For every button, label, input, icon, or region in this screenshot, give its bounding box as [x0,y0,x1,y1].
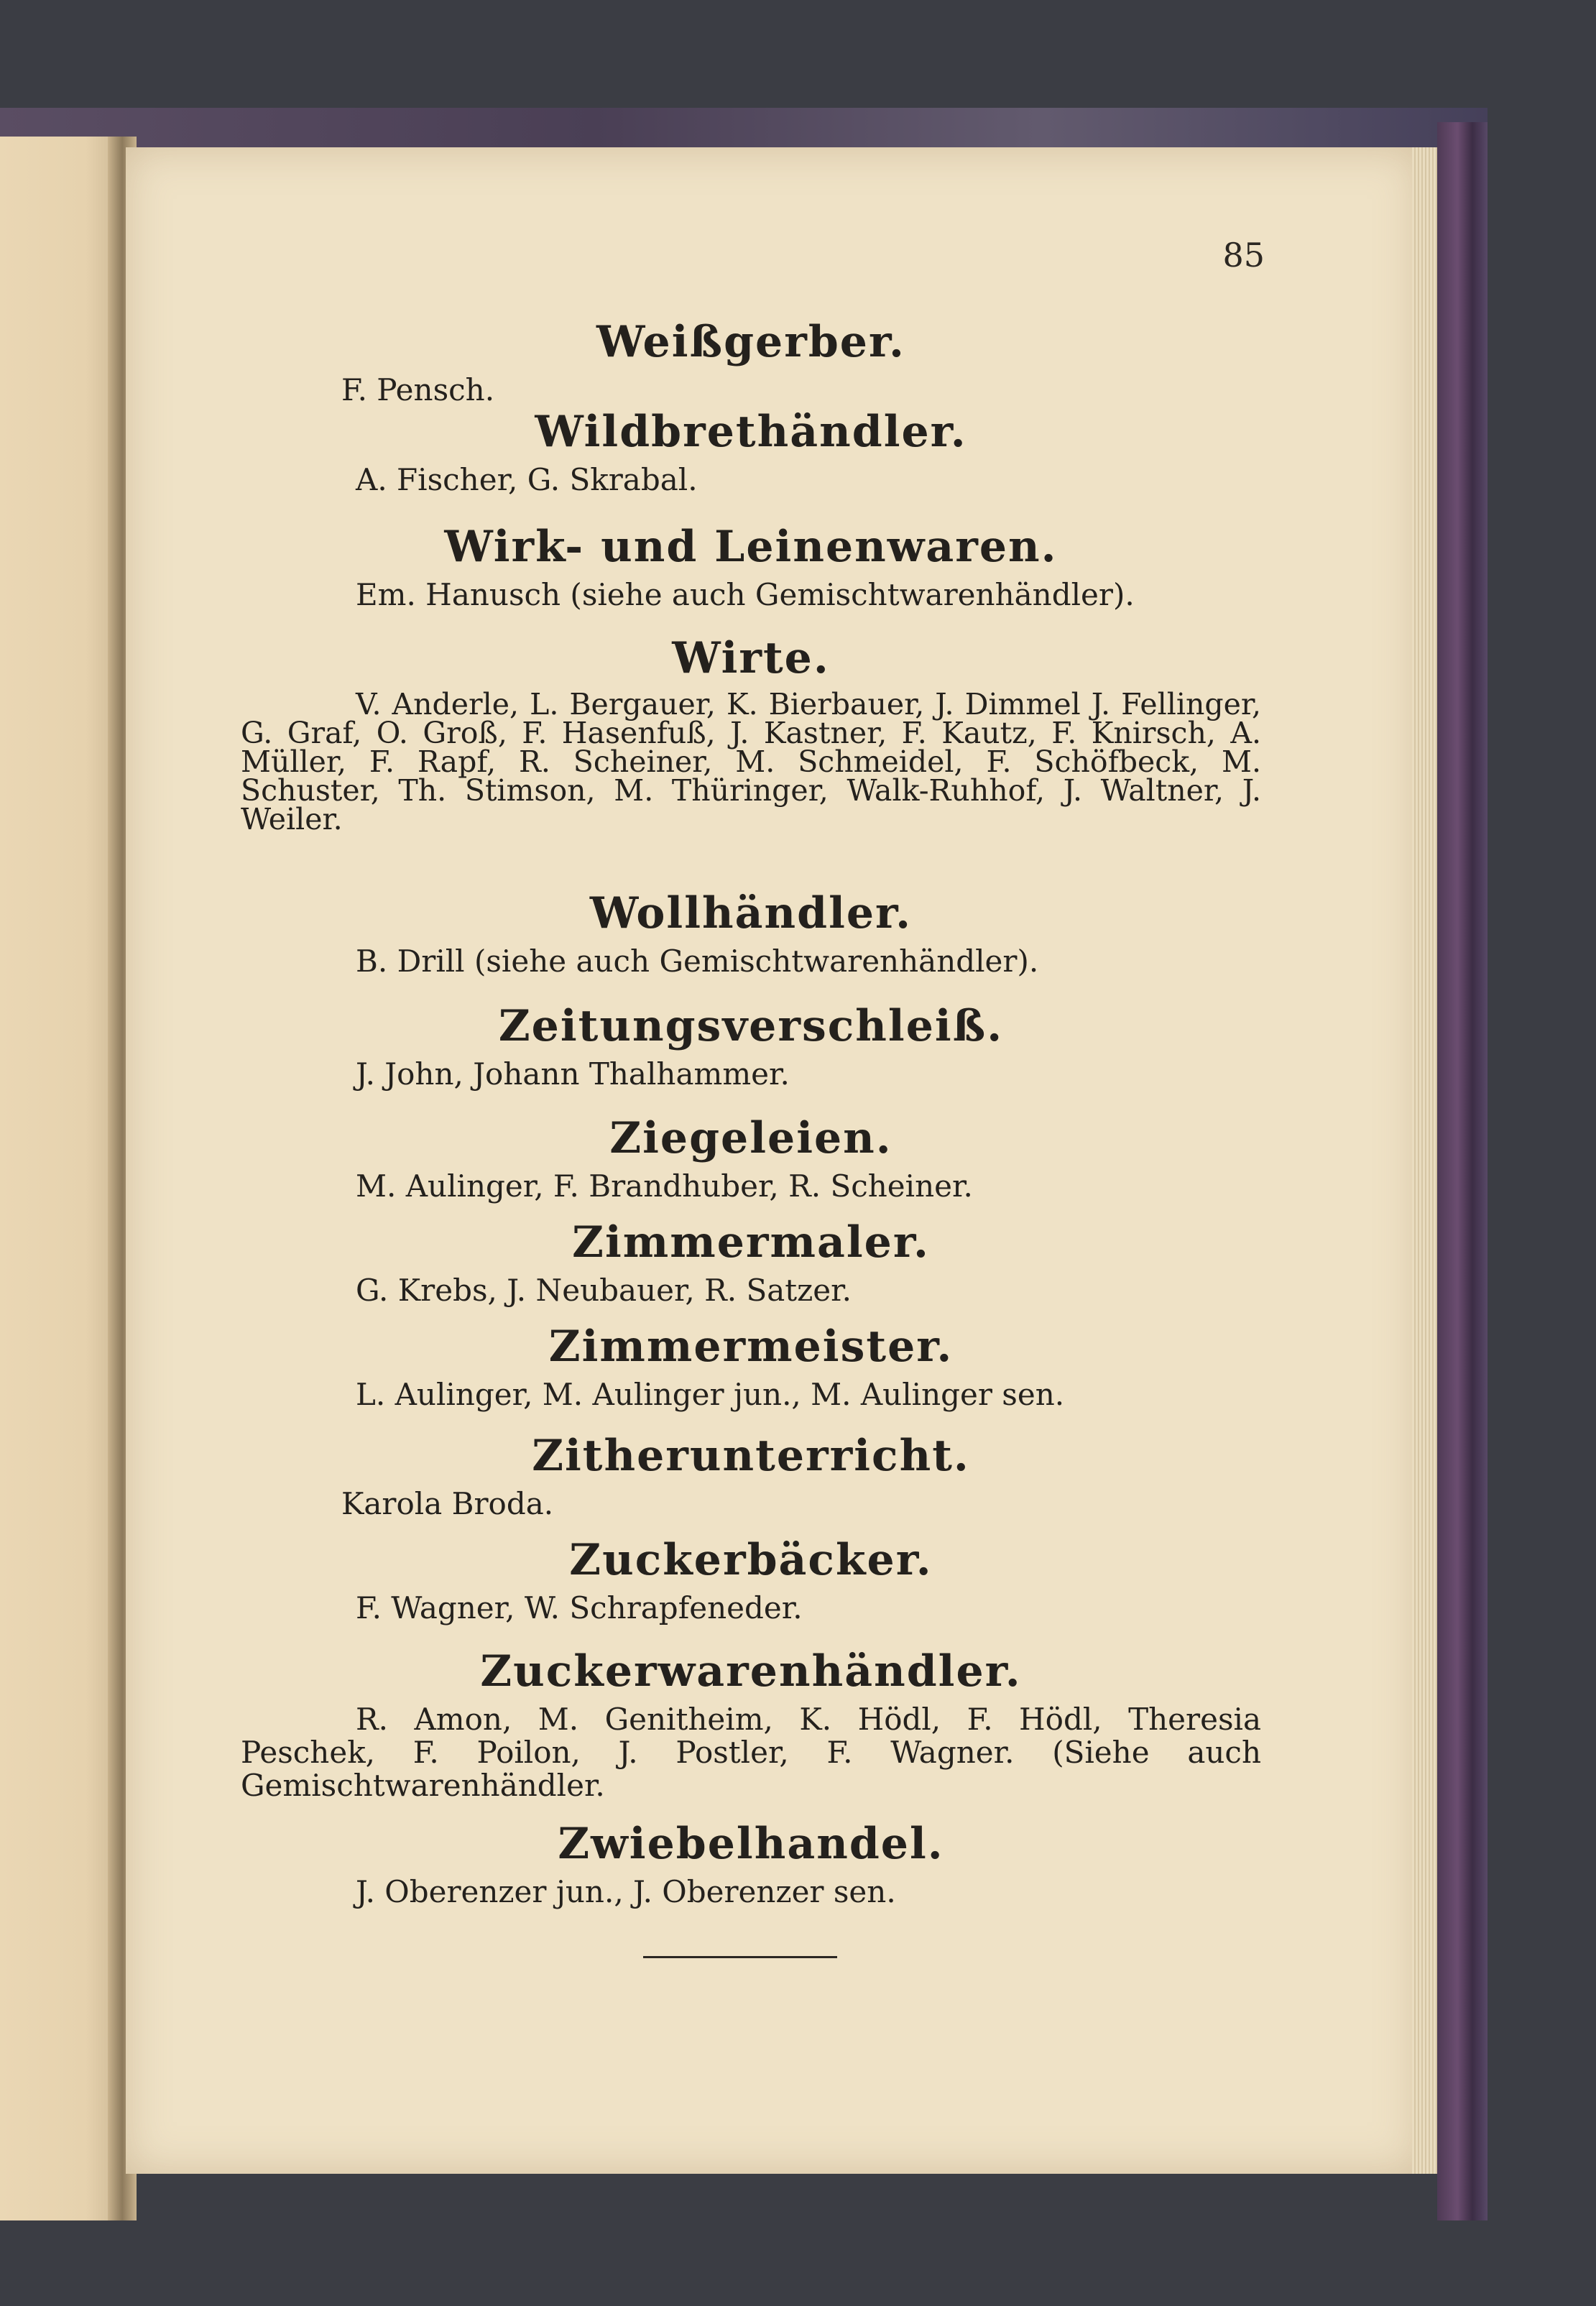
section-wirte [241,632,1261,834]
section-entries: G. Krebs, J. Neubauer, R. Satzer. [356,1273,852,1308]
section-entries: F. Pensch. [341,372,495,407]
section-wirk-und-leinenwaren [241,521,1261,612]
section-entries: Karola Broda. [341,1486,554,1521]
section-entries: J. Oberenzer jun., J. Oberenzer sen. [356,1874,896,1909]
section-heading: Zuckerwarenhändler. [480,1646,1022,1697]
section-heading: Zitherunterricht. [532,1431,970,1481]
page-block-edge [1412,147,1437,2174]
section-zuckerbaecker [241,1534,1261,1625]
closing-rule [643,1956,837,1958]
section-heading: Wollhändler. [589,888,913,938]
book-cover-edge [0,108,1487,151]
section-entries: R. Amon, M. Genitheim, K. Hödl, F. Hödl, Theresia Peschek, F. Poilon, J. Postler, F. Wagner. (Siehe auch Gemischtwarenhändler. [241,1702,1261,1803]
section-ziegeleien [241,1112,1261,1203]
section-heading: Zimmermeister. [548,1322,954,1372]
section-heading: Wirte. [672,633,830,683]
section-zwiebelhandel [241,1818,1261,1909]
book-cover-right [1437,122,1487,2220]
left-page-edge [0,137,122,2220]
section-heading: Zimmermaler. [572,1217,930,1268]
section-heading: Ziegeleien. [609,1113,892,1163]
section-heading: Zuckerbäcker. [569,1535,933,1585]
section-heading: Weißgerber. [596,317,905,367]
section-entries: J. John, Johann Thalhammer. [356,1056,790,1092]
section-heading: Zwiebelhandel. [558,1819,944,1869]
section-zuckerwarenhaendler [241,1646,1261,1802]
section-entries: M. Aulinger, F. Brandhuber, R. Scheiner. [356,1168,973,1204]
section-heading: Wildbrethändler. [535,407,967,457]
section-entries: A. Fischer, G. Skrabal. [356,462,698,497]
section-zimmermaler [241,1217,1261,1307]
section-entries: B. Drill (siehe auch Gemischtwarenhändler). [356,944,1039,979]
section-zeitungsverschleiss [241,1000,1261,1091]
section-entries: V. Anderle, L. Bergauer, K. Bierbauer, J. Dimmel J. Fellinger, G. Graf, O. Groß, F. Hasenfuß, J. Kastner, F. Kautz, F. Knirsch, A. Müller, F. Rapf, R. Scheiner, M. Schmeidel, F. Schöfbeck, M. Schuster, Th. Stimson, M. Thüringer, Walk-Ruhhof, J. Waltner, J. Weiler. [241,687,1261,836]
section-zimmermeister [241,1321,1261,1411]
section-entries: L. Aulinger, M. Aulinger jun., M. Aulinger sen. [356,1377,1065,1412]
section-zitherunterricht [241,1430,1261,1521]
section-heading: Wirk- und Leinenwaren. [444,522,1058,572]
section-weissgerber [241,316,1261,407]
section-heading: Zeitungsverschleiß. [498,1001,1004,1051]
section-entries: Em. Hanusch (siehe auch Gemischtwarenhändler). [356,577,1135,612]
section-wollhaendler [241,887,1261,978]
page-number: 85 [1222,236,1265,275]
section-wildbrethaendler [241,406,1261,497]
section-entries: F. Wagner, W. Schrapfeneder. [356,1590,803,1625]
